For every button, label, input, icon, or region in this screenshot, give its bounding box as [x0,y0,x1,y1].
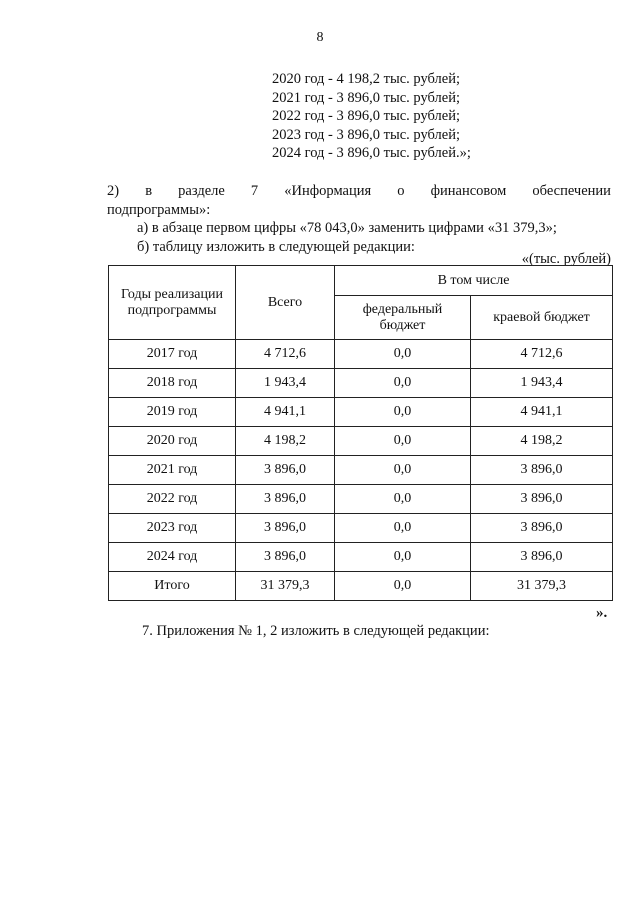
word: 7 [250,183,259,199]
table-row [109,369,613,398]
cell-year: 2020 год [109,427,236,456]
funding-by-year-list [272,70,471,163]
cell-year: 2019 год [109,398,236,427]
cell-year: 2022 год [109,485,236,514]
table-body [109,340,613,601]
cell-regional: 4 941,1 [471,398,613,427]
header-years: Годы реализации подпрограммы [109,266,236,340]
table-row [109,398,613,427]
word: в [145,183,153,199]
cell-regional: 3 896,0 [471,514,613,543]
table-row [109,340,613,369]
cell-total: 31 379,3 [236,572,335,601]
word: 2) [107,183,120,199]
word: о [397,183,405,199]
header-including: В том числе [335,266,613,296]
word: «Информация [284,183,372,199]
cell-federal: 0,0 [335,340,471,369]
cell-total: 4 941,1 [236,398,335,427]
cell-year: 2024 год [109,543,236,572]
list-item: 2020 год - 4 198,2 тыс. рублей; [272,71,460,87]
cell-year: 2023 год [109,514,236,543]
cell-federal: 0,0 [335,369,471,398]
list-item: 2023 год - 3 896,0 тыс. рублей; [272,126,460,143]
cell-regional: 31 379,3 [471,572,613,601]
cell-regional: 1 943,4 [471,369,613,398]
cell-year: 2017 год [109,340,236,369]
cell-year: 2021 год [109,456,236,485]
cell-federal: 0,0 [335,572,471,601]
header-regional: краевой бюджет [471,296,613,340]
page-number: 8 [316,30,324,45]
header-federal: федеральный бюджет [335,296,471,340]
word: разделе [178,183,225,199]
cell-year: Итого [109,572,236,601]
word: финансовом [430,183,507,199]
cell-regional: 4 712,6 [471,340,613,369]
table-row [109,427,613,456]
closing-quote: ». [596,605,608,621]
cell-total: 3 896,0 [236,485,335,514]
cell-regional: 3 896,0 [471,485,613,514]
table-row [109,456,613,485]
word: обеспечении [532,183,611,199]
list-item: 2021 год - 3 896,0 тыс. рублей; [272,89,460,106]
table-row [109,514,613,543]
list-item: 2024 год - 3 896,0 тыс. рублей.»; [272,145,471,162]
paragraph-7: 7. Приложения № 1, 2 изложить в следующей редакции: [142,623,490,639]
header-total: Всего [236,266,335,340]
table-row [109,543,613,572]
cell-year: 2018 год [109,369,236,398]
paragraph-2-line-2: подпрограммы»: [107,201,211,218]
cell-federal: 0,0 [335,456,471,485]
cell-total: 4 712,6 [236,340,335,369]
cell-regional: 3 896,0 [471,456,613,485]
table-row [109,485,613,514]
cell-regional: 3 896,0 [471,543,613,572]
paragraph-2 [107,182,611,256]
cell-federal: 0,0 [335,398,471,427]
cell-total: 1 943,4 [236,369,335,398]
cell-federal: 0,0 [335,514,471,543]
cell-total: 3 896,0 [236,456,335,485]
cell-federal: 0,0 [335,543,471,572]
units-label: «(тыс. рублей) [521,251,611,267]
table-row [109,572,613,601]
list-item: 2022 год - 3 896,0 тыс. рублей; [272,108,460,125]
item-b: б) таблицу изложить в следующей редакции: [137,238,415,255]
cell-federal: 0,0 [335,427,471,456]
cell-total: 3 896,0 [236,514,335,543]
cell-regional: 4 198,2 [471,427,613,456]
paragraph-2-line-1 [107,182,611,201]
cell-federal: 0,0 [335,485,471,514]
item-a: а) в абзаце первом цифры «78 043,0» заменить цифрами «31 379,3»; [137,220,557,237]
table-header-row [109,266,613,296]
cell-total: 4 198,2 [236,427,335,456]
funding-table [108,265,613,601]
cell-total: 3 896,0 [236,543,335,572]
